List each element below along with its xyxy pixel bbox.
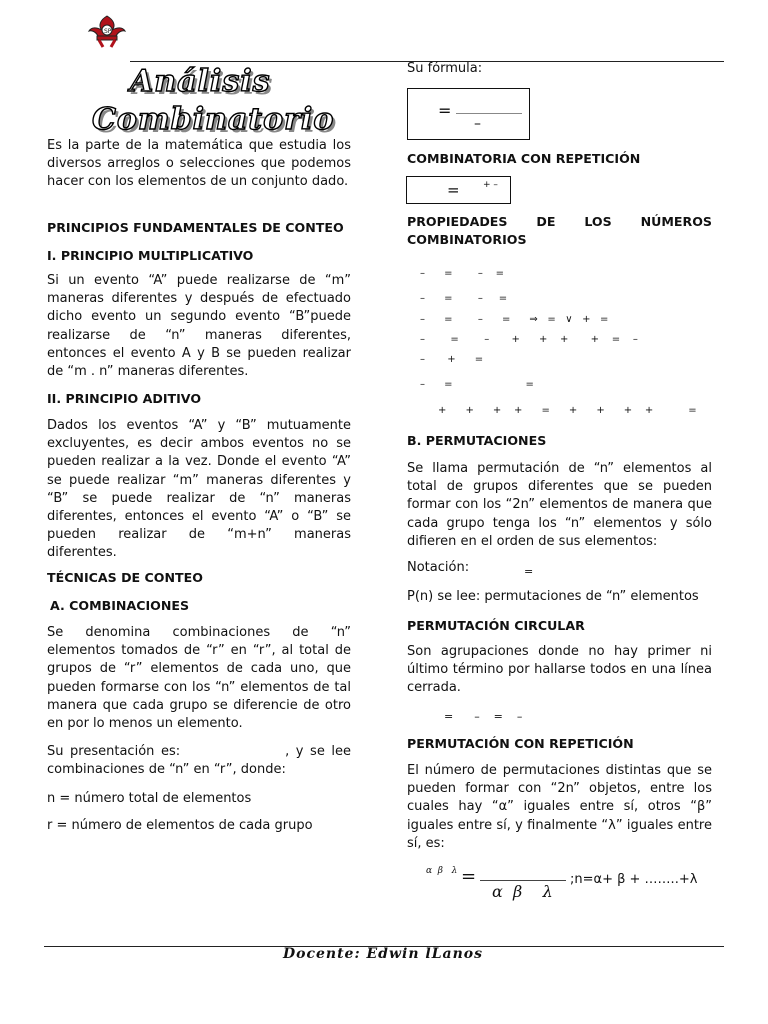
rep-fraction-bar	[480, 880, 566, 881]
prop-sum-line: + + + + = + + + + =	[438, 405, 697, 416]
title-line-1: Análisis	[130, 64, 271, 99]
principios-heading: PRINCIPIOS FUNDAMENTALES DE CONTEO	[47, 220, 344, 235]
mult-heading: I. PRINCIPIO MULTIPLICATIVO	[47, 248, 254, 263]
comb-rep-ops: + –	[483, 180, 498, 190]
prop-heading-2: COMBINATORIOS	[407, 232, 527, 247]
prop-line-2: – = – =	[420, 293, 508, 304]
presentacion-paragraph: Su presentación es: , y se lee combinaciones de “n” en “r”, donde:	[47, 744, 356, 778]
pn-text: P(n) se lee: permutaciones de “n” elementos	[407, 589, 699, 604]
rep-heading: PERMUTACIÓN CON REPETICIÓN	[407, 736, 634, 751]
prop-heading-1: PROPIEDADES DE LOS NÚMEROS	[407, 214, 712, 229]
permutaciones-paragraph: Se llama permutación de “n” elementos al total de grupos diferentes que se pueden formar con los “2n” elementos de manera que cada grupo tenga los “n” elementos y sólo difieren en el orden de sus elementos:	[407, 461, 712, 549]
rep-formula-tail: ;n=α+ β + ……..+λ	[570, 872, 698, 887]
formula-eq: =	[438, 101, 452, 120]
scout-logo-icon	[86, 14, 128, 48]
circular-paragraph: Son agrupaciones donde no hay primer ni último término por hallarse todos en una línea cerrada.	[407, 644, 712, 696]
formula-fraction-bar	[456, 113, 522, 114]
title-line-2: Combinatorio	[92, 102, 335, 137]
formula-minus: –	[474, 116, 481, 132]
adit-heading: II. PRINCIPIO ADITIVO	[47, 391, 202, 406]
prop-line-5: – + =	[420, 354, 484, 365]
combinaciones-paragraph: Se denomina combinaciones de “n” elementos tomados de “r” en “r”, al total de grupos de “r” elementos de cada uno, que pueden formarse con los “n” elementos de tal manera que cada grupo se diferencie de otro en por lo menos un elemento.	[47, 625, 351, 732]
formula-box	[407, 88, 530, 140]
permutaciones-heading: B. PERMUTACIONES	[407, 433, 547, 448]
combinaciones-heading: A. COMBINACIONES	[50, 598, 190, 613]
def-n: n = número total de elementos	[47, 791, 252, 806]
rep-formula-top: α β λ	[426, 866, 458, 876]
rep-formula-eq: =	[461, 866, 477, 887]
comb-rep-box	[406, 176, 511, 204]
comb-rep-heading: COMBINATORIA CON REPETICIÓN	[407, 151, 641, 166]
def-r: r = número de elementos de cada grupo	[47, 818, 313, 833]
prop-line-3: – = – = ⇒ = ∨ + =	[420, 314, 609, 325]
docente-signature: Docente: Edwin lLanos	[283, 946, 484, 962]
intro-paragraph: Es la parte de la matemática que estudia los diversos arreglos o selecciones que podemos hacer con los elementos de un conjunto dado.	[47, 138, 351, 190]
prop-line-6: – = =	[420, 379, 534, 390]
adit-paragraph: Dados los eventos “A” y “B” mutuamente excluyentes, es decir ambos eventos no se pueden realizar a la vez. Donde el evento “A” se puede realizar “m” maneras diferentes y “B” se puede realizar de “n” maneras diferentes, entonces el evento “A” o “B” se pueden realizar de “m+n” maneras diferentes.	[47, 418, 351, 561]
formula-label: Su fórmula:	[407, 61, 483, 76]
circular-heading: PERMUTACIÓN CIRCULAR	[407, 618, 585, 633]
prop-line-1: – = – =	[420, 268, 504, 279]
circular-formula: = – = –	[444, 710, 523, 723]
prop-line-4: – = – + + + + = –	[420, 334, 638, 345]
comb-rep-eq: =	[447, 181, 460, 199]
rep-paragraph: El número de permutaciones distintas que se pueden formar con “2n” objetos, entre los cuales hay “α” iguales entre sí, otros “β” iguales entre sí, y finalmente “λ” iguales entre sí, es:	[407, 763, 712, 851]
notacion-label: Notación:	[407, 560, 470, 575]
tecnicas-heading: TÉCNICAS DE CONTEO	[47, 570, 203, 585]
svg-text:SP: SP	[104, 28, 112, 35]
rep-formula-bottom: α β λ	[492, 882, 553, 901]
mult-paragraph: Si un evento “A” puede realizarse de “m” maneras diferentes y después de efectuado dicho evento un segundo evento “B”puede realizarse de “n” maneras diferentes, entonces el evento A y B se pueden realizar de “m . n” maneras diferentes.	[47, 273, 351, 380]
notacion-eq: =	[524, 565, 534, 578]
